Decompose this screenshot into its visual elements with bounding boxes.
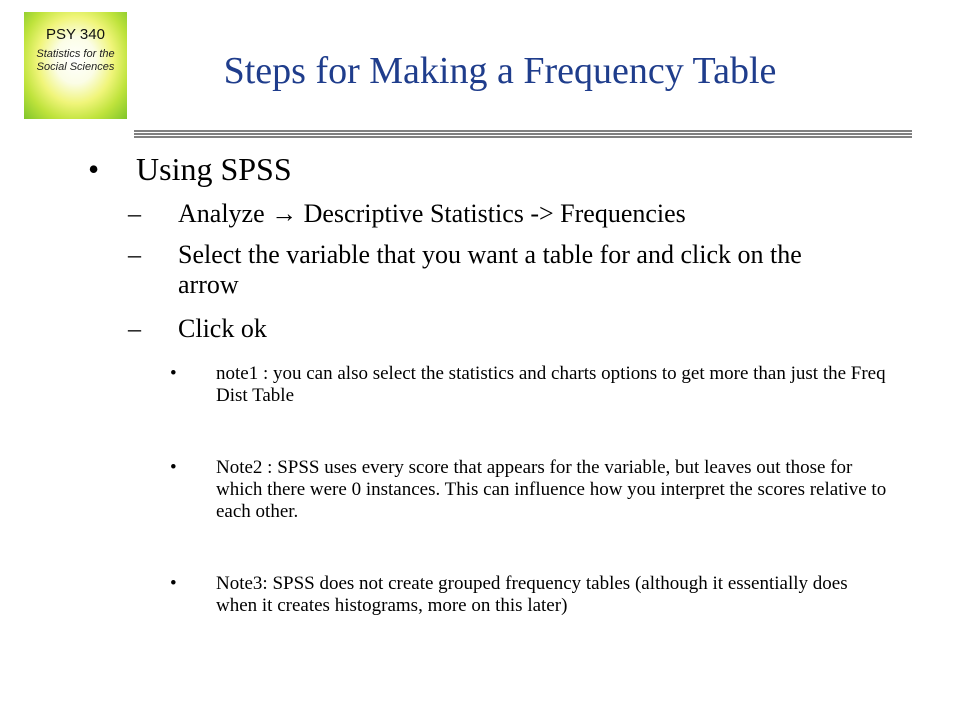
- bullet-marker: •: [88, 151, 100, 187]
- step-marker: –: [128, 314, 141, 343]
- step-marker: –: [128, 240, 141, 269]
- note-marker: •: [170, 457, 177, 478]
- step-item: [128, 240, 888, 300]
- course-subtitle-line1: Statistics for the: [36, 48, 115, 60]
- step-item: [128, 199, 888, 229]
- note-text: Note3: SPSS does not create grouped frequency tables (although it essentially does when it creates histograms, more on this later): [216, 573, 848, 616]
- note-item: [170, 573, 890, 617]
- title-divider: [134, 130, 912, 138]
- note-marker: •: [170, 573, 177, 594]
- step-text: Click ok: [178, 314, 267, 343]
- main-bullet-text: Using SPSS: [136, 151, 292, 187]
- note-text: Note2 : SPSS uses every score that appears for the variable, but leaves out those for which there were 0 instances. This can influence how you interpret the scores relative to each other.: [216, 457, 887, 522]
- step-item: [128, 314, 888, 344]
- note-marker: •: [170, 363, 177, 384]
- course-code: PSY 340: [46, 26, 105, 43]
- step-text: Select the variable that you want a table for and click on the arrow: [178, 240, 802, 299]
- step-marker: –: [128, 199, 141, 228]
- note-text: note1 : you can also select the statistics and charts options to get more than just the Freq Dist Table: [216, 363, 886, 406]
- slide-title: Steps for Making a Frequency Table: [223, 50, 777, 92]
- course-subtitle-line2: Social Sciences: [36, 61, 115, 73]
- note-item: [170, 363, 890, 407]
- step-text: Analyze → Descriptive Statistics -> Frequencies: [178, 199, 686, 228]
- note-item: [170, 457, 890, 523]
